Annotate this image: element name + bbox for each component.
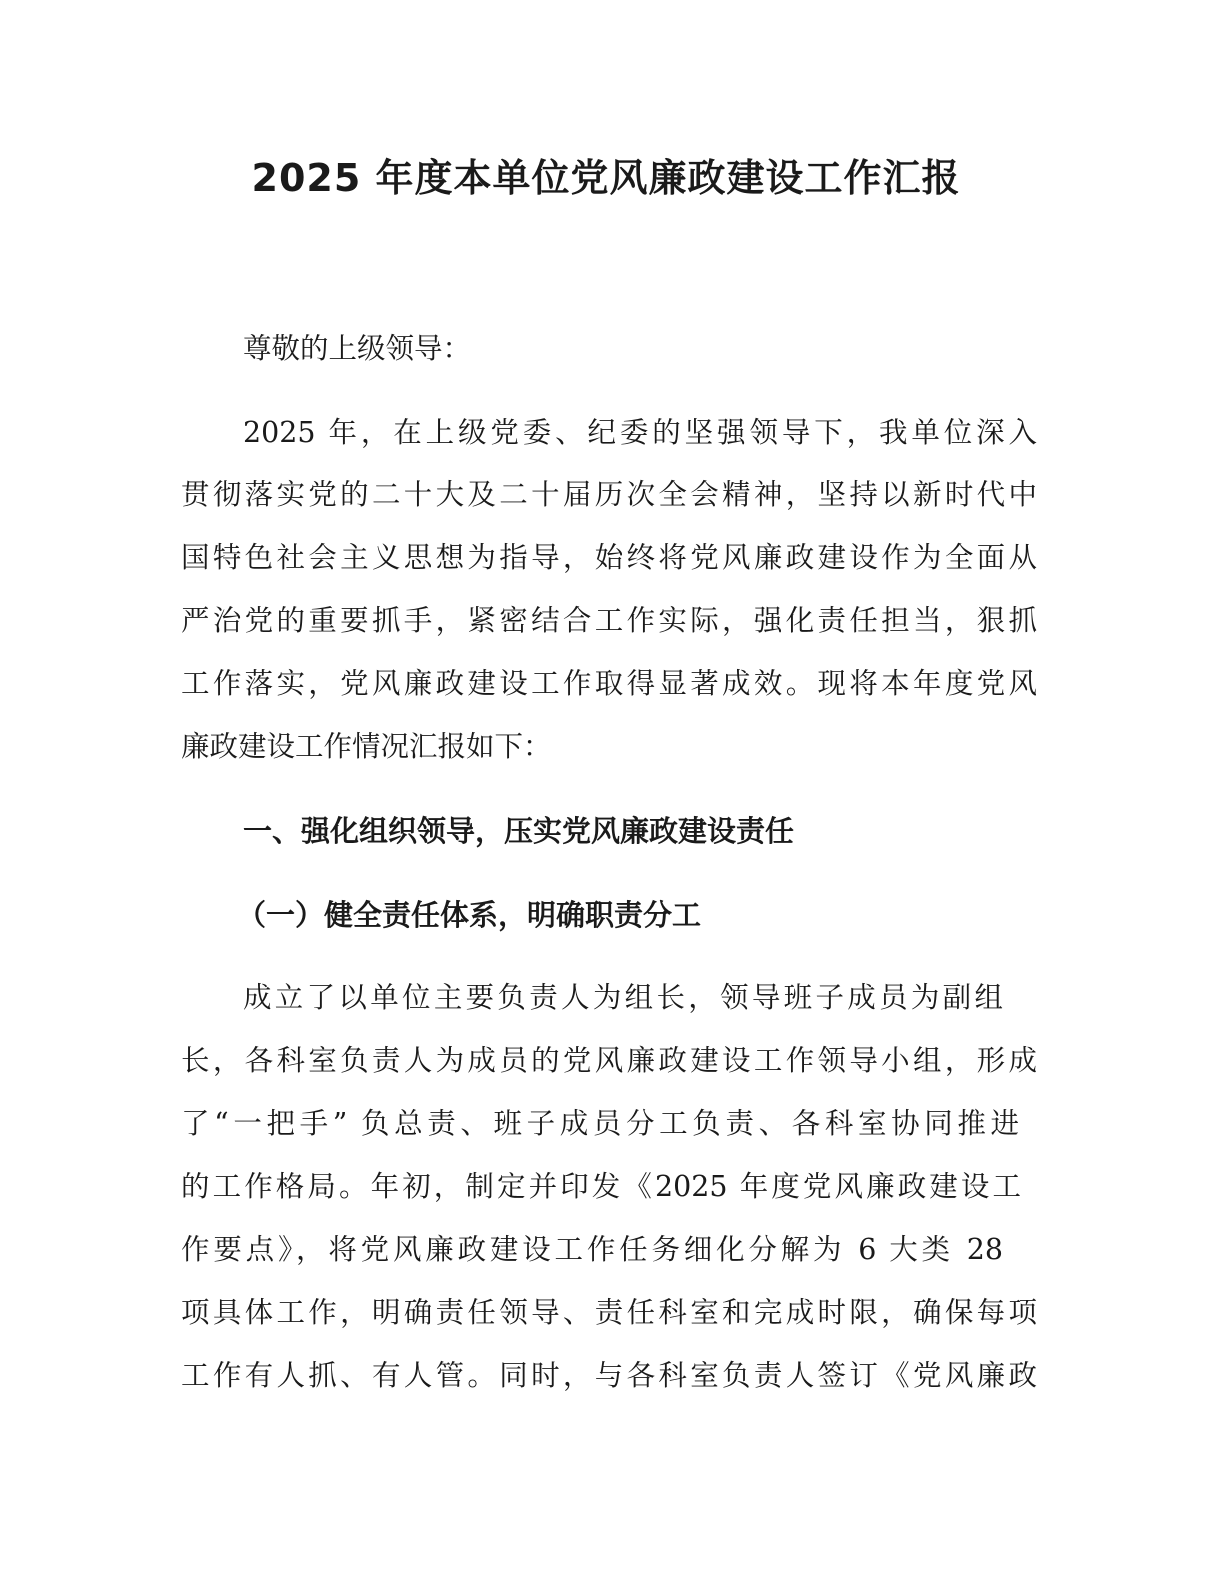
intro-line: 贯彻落实党的二十大及二十届历次全会精神，坚持以新时代中 — [181, 478, 1037, 511]
intro-line: 廉政建设工作情况汇报如下： — [181, 730, 552, 763]
body-line: 作要点》，将党风廉政建设工作任务细化分解为 6 大类 28 — [181, 1233, 1003, 1266]
salutation: 尊敬的上级领导： — [243, 332, 472, 365]
section-heading: 一、强化组织领导，压实党风廉政建设责任 — [243, 814, 795, 848]
intro-line: 2025 年，在上级党委、纪委的坚强领导下，我单位深入 — [243, 416, 1037, 449]
intro-line: 国特色社会主义思想为指导，始终将党风廉政建设作为全面从 — [181, 541, 1037, 574]
body-line: 长，各科室负责人为成员的党风廉政建设工作领导小组，形成 — [181, 1044, 1037, 1077]
body-line: 的工作格局。年初，制定并印发《2025 年度党风廉政建设工 — [181, 1170, 1021, 1203]
body-line: 工作有人抓、有人管。同时，与各科室负责人签订《党风廉政 — [181, 1359, 1037, 1392]
document-title: 2025 年度本单位党风廉政建设工作汇报 — [251, 156, 961, 200]
intro-line: 工作落实，党风廉政建设工作取得显著成效。现将本年度党风 — [181, 667, 1037, 700]
body-line: 成立了以单位主要负责人为组长，领导班子成员为副组 — [243, 981, 1003, 1014]
body-line: 项具体工作，明确责任领导、责任科室和完成时限，确保每项 — [181, 1296, 1037, 1329]
body-line: 了“一把手” 负总责、班子成员分工负责、各科室协同推进 — [181, 1107, 1019, 1140]
intro-line: 严治党的重要抓手，紧密结合工作实际，强化责任担当，狠抓 — [181, 604, 1037, 637]
subsection-heading: （一）健全责任体系，明确职责分工 — [237, 898, 702, 932]
